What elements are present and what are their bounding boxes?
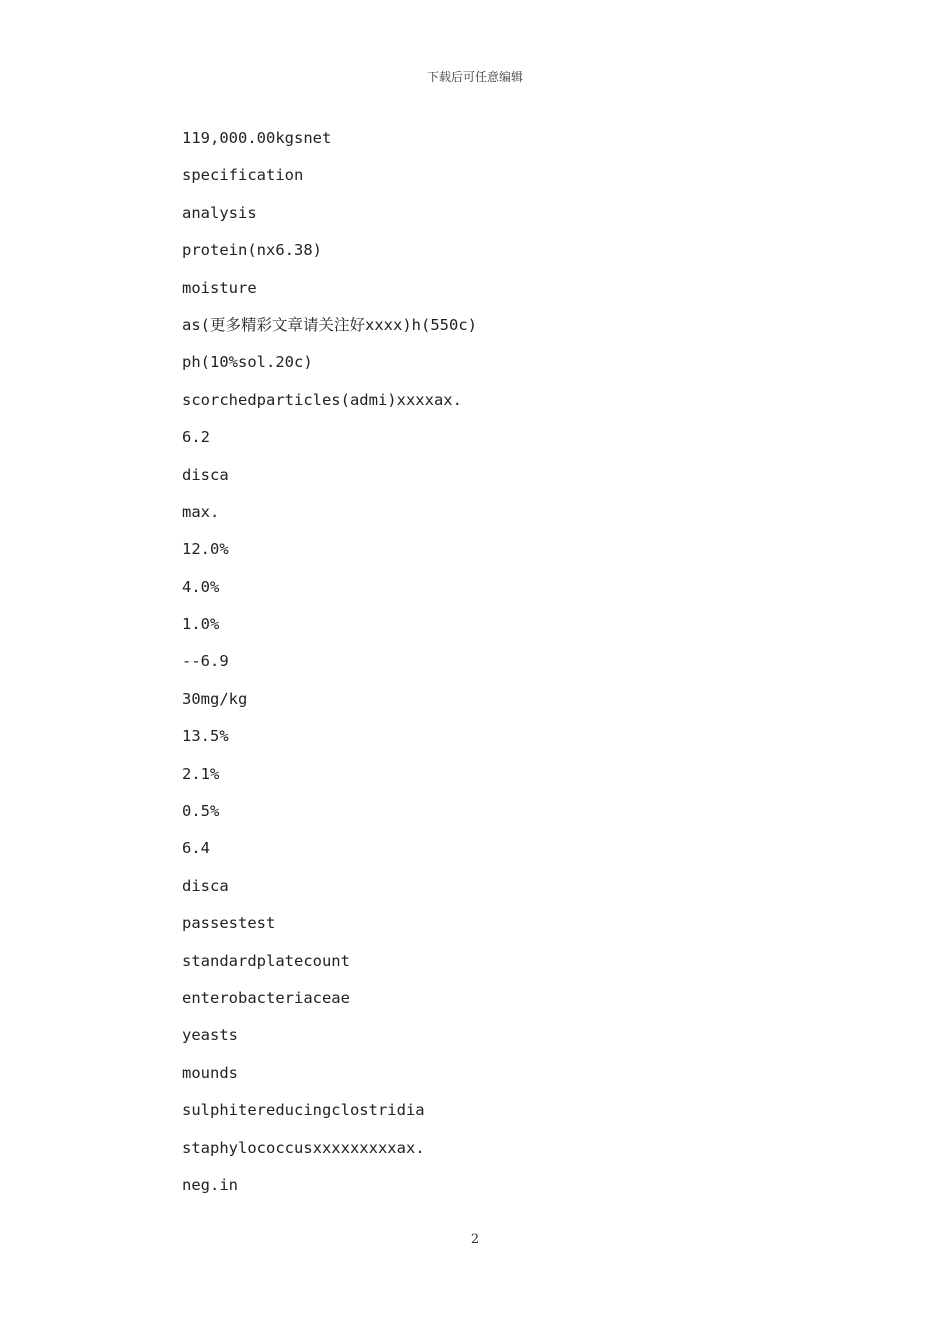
text-line: mounds: [182, 1063, 238, 1082]
text-line: 0.5%: [182, 802, 220, 821]
text-line: 2.1%: [182, 764, 220, 783]
page-number: 2: [470, 1232, 480, 1247]
text-line: analysis: [182, 203, 257, 222]
text-line: sulphitereducingclostridia: [182, 1101, 425, 1120]
text-line: enterobacteriaceae: [182, 988, 350, 1007]
text-line: disca: [182, 876, 229, 895]
text-line: 119,000.00kgsnet: [182, 129, 332, 147]
text-line: protein(nx6.38): [182, 241, 322, 260]
text-line: moisture: [182, 278, 257, 297]
text-line: disca: [182, 465, 229, 484]
text-line: 13.5%: [182, 727, 229, 746]
text-line: as(更多精彩文章请关注好xxxx)h(550c): [182, 315, 477, 334]
text-line: ph(10%sol.20c): [182, 353, 313, 372]
text-line: 6.2: [182, 428, 210, 447]
document-body: [182, 127, 782, 1211]
text-line: 1.0%: [182, 615, 220, 634]
page-header: 下载后可任意编辑: [426, 70, 523, 84]
text-line: 30mg/kg: [182, 689, 248, 708]
text-line: scorchedparticles(admi)xxxxax.: [182, 390, 462, 409]
text-line: specification: [182, 166, 304, 185]
text-line: 6.4: [182, 839, 210, 858]
text-line: 4.0%: [182, 577, 220, 596]
text-line: max.: [182, 502, 220, 521]
text-line: 12.0%: [182, 540, 229, 559]
text-line: staphylococcusxxxxxxxxxax.: [182, 1138, 425, 1157]
text-line: passestest: [182, 914, 276, 933]
text-line: --6.9: [182, 652, 229, 671]
text-line: yeasts: [182, 1026, 238, 1045]
text-line: neg.in: [182, 1175, 238, 1194]
text-line: standardplatecount: [182, 951, 350, 970]
